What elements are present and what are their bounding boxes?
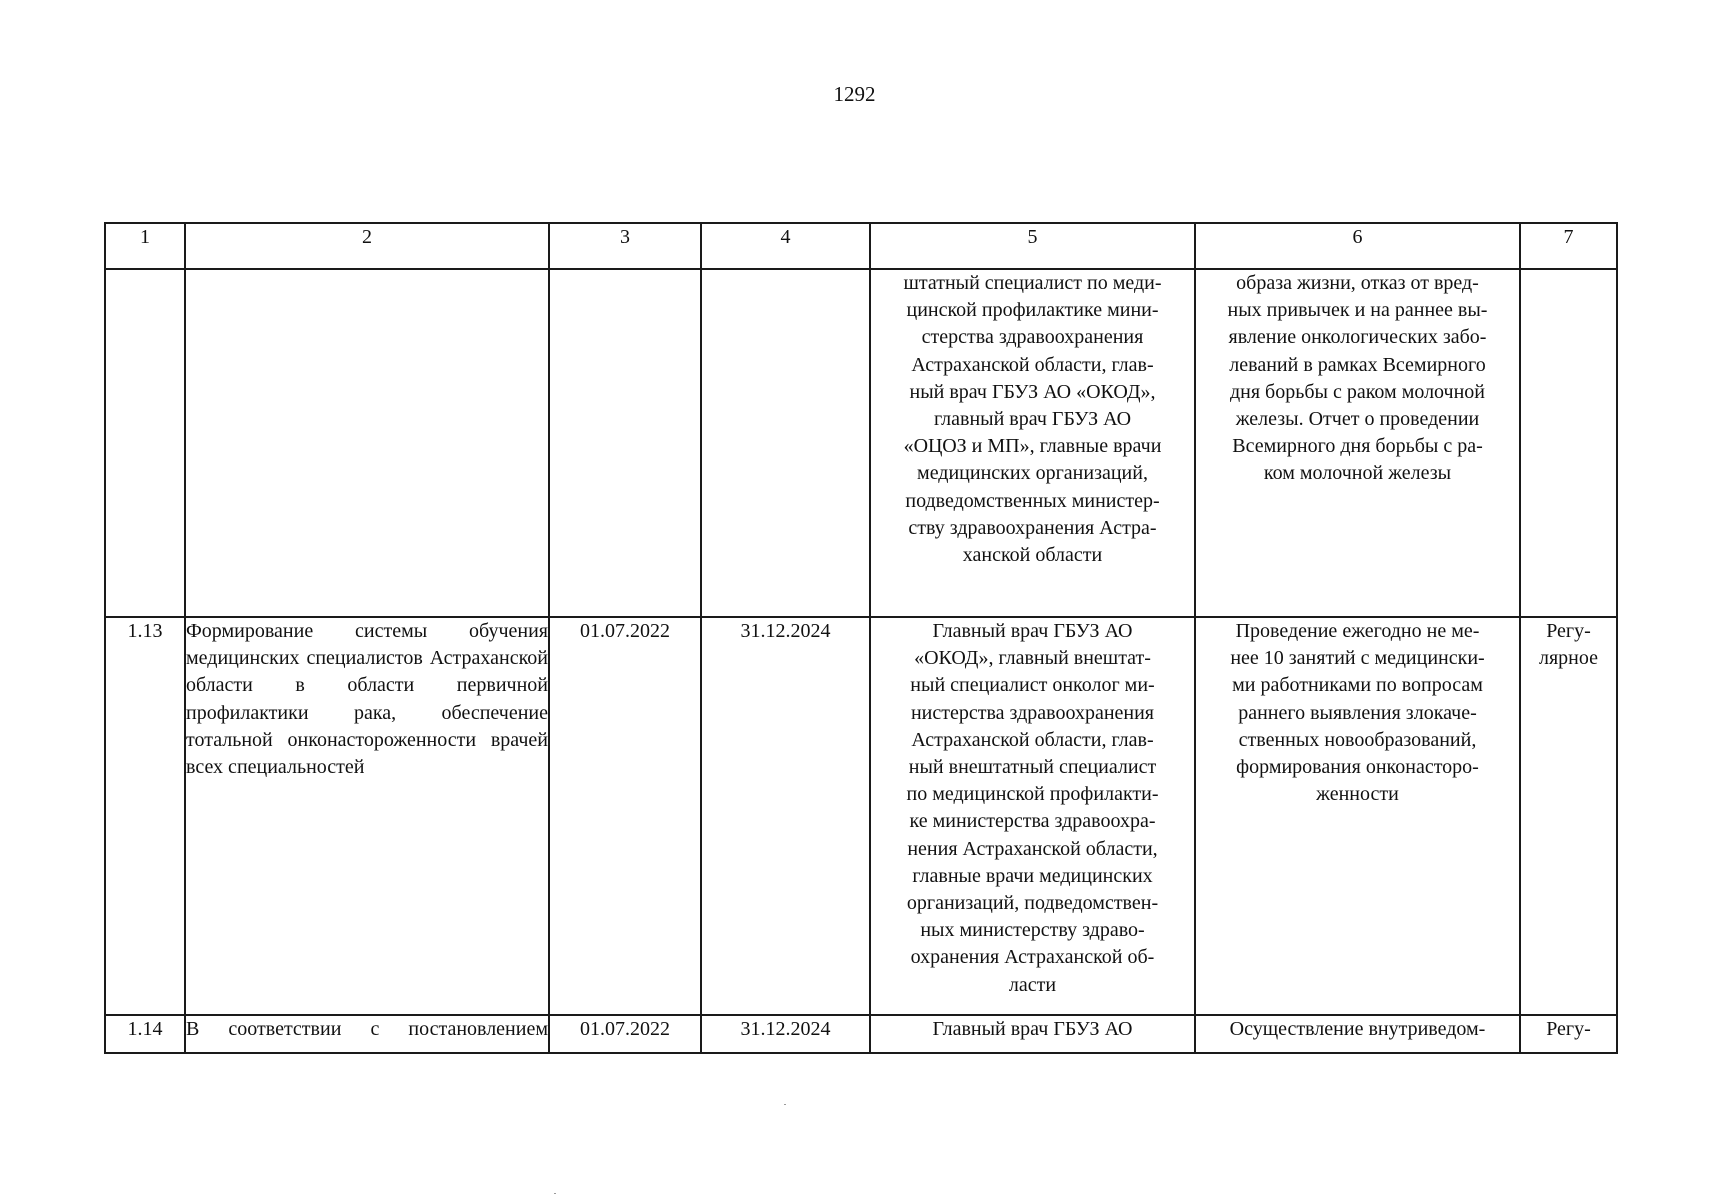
- column-header: 4: [701, 223, 870, 269]
- plan-table: [104, 222, 1618, 1054]
- cell-type: Регу-: [1520, 1015, 1617, 1053]
- column-header: 6: [1195, 223, 1520, 269]
- cell-result: образа жизни, отказ от вред- ных привычек и на раннее вы- явление онкологических забо- леваний в рамках Всемирного дня борьбы с раком молочной железы. Отчет о проведении Всемирного дня борьбы с ра- ком молочной железы: [1195, 269, 1520, 617]
- table-row: [105, 1015, 1617, 1053]
- column-header: 1: [105, 223, 185, 269]
- column-header: 5: [870, 223, 1195, 269]
- cell-end-date: 31.12.2024: [701, 617, 870, 1015]
- column-header: 7: [1520, 223, 1617, 269]
- cell-responsible: штатный специалист по меди- цинской профилактике мини- стерства здравоохранения Астраханской области, глав- ный врач ГБУЗ АО «ОКОД», главный врач ГБУЗ АО «ОЦОЗ и МП», главные врачи медицинских организаций, подведомственных министер- ству здравоохранения Астра- ханской области: [870, 269, 1195, 617]
- cell-type: Регу- лярное: [1520, 617, 1617, 1015]
- cell-num: [105, 269, 185, 617]
- scan-speck: [784, 1104, 786, 1105]
- cell-result: Проведение ежегодно не ме- нее 10 занятий с медицински- ми работниками по вопросам раннего выявления злокаче- ственных новообразований, формирования онконасторо- женности: [1195, 617, 1520, 1015]
- cell-type: [1520, 269, 1617, 617]
- cell-start-date: 01.07.2022: [549, 1015, 701, 1053]
- page-number: 1292: [833, 82, 876, 106]
- cell-start-date: [549, 269, 701, 617]
- column-header: 2: [185, 223, 549, 269]
- cell-responsible: Главный врач ГБУЗ АО: [870, 1015, 1195, 1053]
- cell-num: 1.13: [105, 617, 185, 1015]
- cell-name: В соответствии с постановлением: [185, 1015, 549, 1053]
- table-row: [105, 617, 1617, 1015]
- scan-speck: [554, 1193, 556, 1194]
- column-header: 3: [549, 223, 701, 269]
- cell-name: [185, 269, 549, 617]
- cell-end-date: 31.12.2024: [701, 1015, 870, 1053]
- cell-start-date: 01.07.2022: [549, 617, 701, 1015]
- table-row-continuation: [105, 269, 1617, 617]
- cell-responsible: Главный врач ГБУЗ АО «ОКОД», главный внештат- ный специалист онколог ми- нистерства здравоохранения Астраханской области, глав- ный внештатный специалист по медицинской профилакти- ке министерства здравоохра- нения Астраханской области, главные врачи медицинских организаций, подведомствен- ных министерству здраво- охранения Астраханской об- ласти: [870, 617, 1195, 1015]
- cell-end-date: [701, 269, 870, 617]
- cell-num: 1.14: [105, 1015, 185, 1053]
- table-header-row: [105, 223, 1617, 269]
- cell-result: Осуществление внутриведом-: [1195, 1015, 1520, 1053]
- cell-name: Формирование системы обучения медицинских специалистов Астраханской области в области первичной профилактики рака, обеспечение тотальной онконастороженности врачей всех специальностей: [185, 617, 549, 1015]
